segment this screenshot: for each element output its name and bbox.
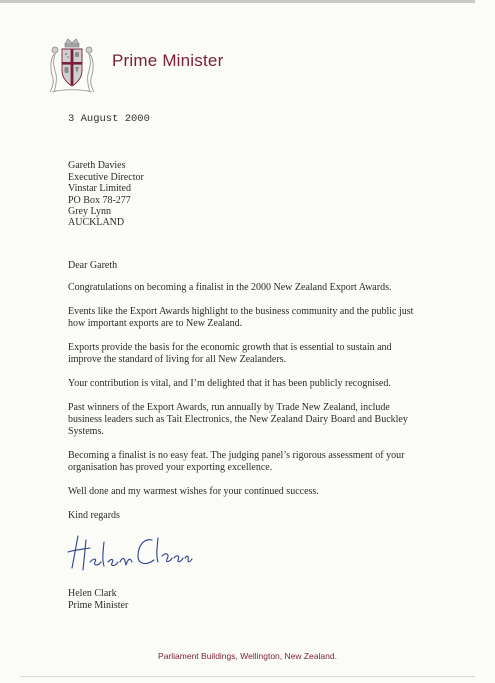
body-paragraph: Becoming a finalist is no easy feat. The judging panel’s rigorous assessment of your organisation has proved your exporting excellence.	[68, 450, 405, 473]
body-paragraph: Events like the Export Awards highlight to the business community and the public just how important exports are to New Zealand.	[68, 306, 414, 329]
body-paragraph: Congratulations on becoming a finalist in the 2000 New Zealand Export Awards.	[68, 282, 392, 293]
signer-title: Prime Minister	[68, 600, 129, 611]
handwritten-signature	[64, 528, 194, 576]
recipient-title: Executive Director	[68, 171, 144, 183]
body-paragraph: Past winners of the Export Awards, run annually by Trade New Zealand, include business leaders such as Tait Electronics, the New Zealand Dairy Board and Buckley Systems.	[68, 402, 408, 437]
closing: Kind regards	[68, 510, 120, 521]
letter-date: 3 August 2000	[68, 113, 150, 125]
body-paragraph: Exports provide the basis for the economic growth that is essential to sustain and improve the standard of living for all New Zealanders.	[68, 342, 392, 365]
recipient-name: Gareth Davies	[68, 160, 126, 171]
nz-coat-of-arms-icon	[44, 36, 100, 96]
body-paragraph: Well done and my warmest wishes for your continued success.	[68, 486, 319, 497]
letter-body	[68, 260, 418, 534]
salutation: Dear Gareth	[68, 260, 118, 271]
letterhead-title: Prime Minister	[112, 51, 224, 70]
body-paragraph: Your contribution is vital, and I’m delighted that it has been publicly recognised.	[68, 378, 391, 389]
letterhead-footer: Parliament Buildings, Wellington, New Zealand.	[158, 651, 337, 661]
recipient-address	[68, 160, 144, 230]
recipient-suburb: Grey Lynn	[68, 206, 112, 218]
signer-name: Helen Clark	[68, 588, 117, 599]
recipient-po-box: PO Box 78-277	[68, 194, 131, 206]
signer-block	[68, 588, 128, 612]
recipient-company: Vinstar Limited	[68, 183, 131, 195]
page-bottom-edge	[20, 676, 475, 677]
top-edge-shadow	[0, 0, 475, 3]
recipient-city: AUCKLAND	[68, 216, 125, 228]
